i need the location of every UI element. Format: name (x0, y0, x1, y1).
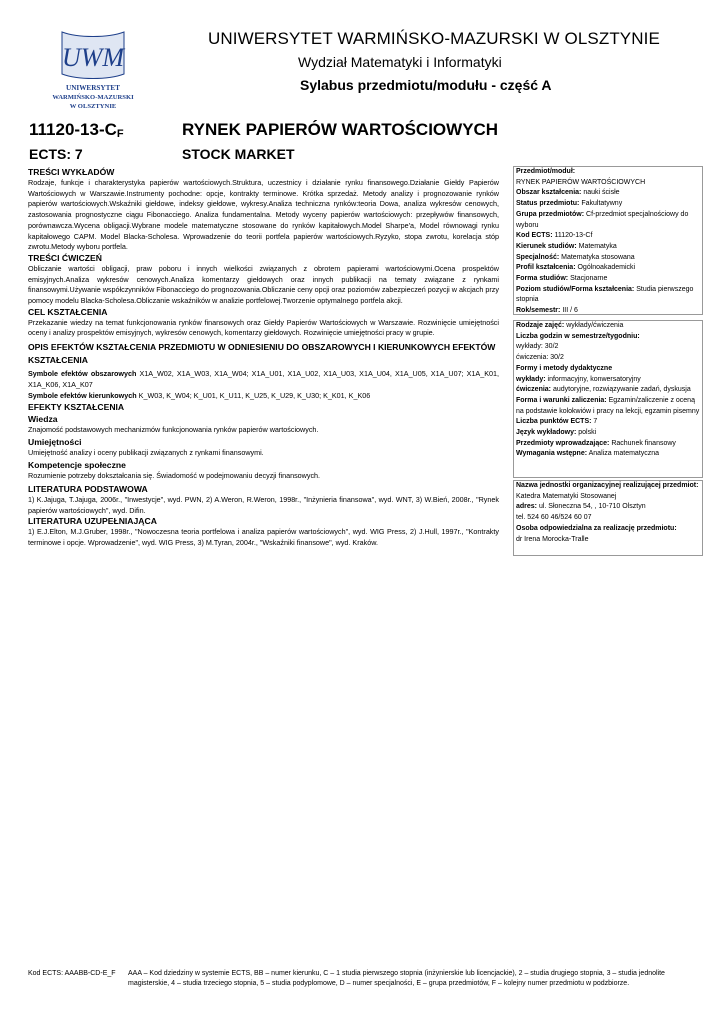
hours-label: Liczba godzin w semestrze/tygodniu: (516, 332, 640, 340)
unit-value: Katedra Matematyki Stosowanej (516, 492, 617, 500)
literature-section (28, 484, 499, 549)
knowledge-text: Znajomość podstawowych mechanizmów funkcjonowania rynków papierów wartościowych. (28, 425, 319, 435)
methods-label: Formy i metody dydaktyczne (516, 364, 613, 372)
profile-label: Profil kształcenia: (516, 264, 576, 272)
module-value: RYNEK PAPIERÓW WARTOŚCIOWYCH (516, 178, 646, 186)
logo-line-2: WARMIŃSKO-MAZURSKI (52, 94, 134, 101)
exercise-methods-label: ćwiczenia: (516, 386, 552, 394)
direction-symbols-label: Symbole efektów kierunkowych (28, 390, 137, 400)
specialty-value: Matematyka stosowana (561, 253, 635, 261)
classes-label: Rodzaje zajęć: (516, 322, 565, 329)
literature-extra-heading: LITERATURA UZUPEŁNIAJĄCA (28, 516, 157, 527)
logo-line-3: W OLSZTYNIE (69, 103, 117, 110)
code-label: Kod ECTS: (516, 232, 553, 240)
skills-heading: Umiejętności (28, 436, 82, 447)
form-value: Stacjonarne (570, 275, 608, 283)
ects-value: 7 (593, 418, 598, 426)
faculty-name: Wydział Matematyki i Informatyki (298, 54, 502, 70)
teaching-info-box (513, 320, 703, 478)
unit-label: Nazwa jednostki organizacyjnej realizującej przedmiot: (516, 482, 699, 489)
person-value: dr Irena Morocka-Tralle (516, 535, 589, 543)
pass-label: Forma i warunki zaliczenia: (516, 396, 607, 404)
course-info-box (513, 166, 703, 315)
requirements-value: Analiza matematyczna (588, 450, 660, 458)
module-label: Przedmiot/moduł: (516, 168, 576, 175)
lectures-heading: TREŚCI WYKŁADÓW (28, 167, 115, 177)
status-value: Fakultatywny (581, 200, 623, 208)
area-symbols (28, 369, 499, 390)
logo-letters: UWM (61, 43, 125, 72)
effects-description-heading: OPIS EFEKTÓW KSZTAŁCENIA PRZEDMIOTU W ODNIESIENIU DO OBSZAROWYCH I KIERUNKOWYCH EFEKTÓW KSZTAŁCENIA (28, 342, 496, 366)
ects-points: ECTS: 7 (29, 146, 83, 162)
lectures-text: Rodzaje, funkcje i charakterystyka papierów wartościowych.Struktura, uczestnicy i działanie rynku finansowego.Działanie Giełdy Papierów Wartościowych w Warszawie.Instrumenty pochodne: opcje, kontrakty terminowe. Krótka sprzedaż. Metody analizy i prognozowanie rynków papierów wartościowych.Wskaźniki giełdowe, indeksy giełdowe, wykresy.Analiza techniczna rynków:teoria Dowa, analiza wykresów cenowych, zastosowania prognostyczne ciągu Fibonacciego. Analiza fundamentalna. Metody wyceny papierów wartościowych: przepływów finansowych, porównawcza.Wycena obligacji.Wybrane modele matematyczne stosowane do rynków kapitałowych.Model Sharpe'a, Model równowagi rynku kapitałowego CAPM. Model Blacka-Scholesa. Wprowadzenie do teorii portfela papierów wartościowych.Ryzyko, stopa zwrotu, korelacja stóp zwrotu.Metody wyboru portfela. (28, 178, 499, 252)
goal-text: Przekazanie wiedzy na temat funkcjonowania rynków finansowych oraz Giełdy Papierów Wartościowych w Warszawie. Rozwinięcie umiejętności oceny i analizy prospektów emisyjnych, wykresów cenowych, komentarzy giełdowych. Rozwinięcie umiejętności pracy w grupie. (28, 317, 499, 338)
year-value: III / 6 (562, 307, 578, 315)
language-value: polski (578, 429, 597, 437)
direction-symbols-value: K_W03, K_W04; K_U01, K_U11, K_U25, K_U29, K_U30; K_K01, K_K06 (138, 390, 371, 400)
footer-code-description: AAA – Kod dziedziny w systemie ECTS, BB – numer kierunku, C – 1 studia pierwszego stopnia (inżynierskie lub licencjackie), 2 – studia drugiego stopnia, 3 – studia jednolite magisterskie, 4 – studia trzeciego stopnia, 5 – studia podyplomowe, D – numer specjalności, E – grupa przedmiotów, F – kolejny numer przedmiotu w podzbiorze. (128, 970, 665, 987)
syllabus-content (28, 167, 499, 481)
university-name: UNIWERSYTET WARMIŃSKO-MAZURSKI W OLSZTYNIE (208, 29, 660, 48)
area-value: nauki ścisłe (583, 189, 620, 197)
subject-title: RYNEK PAPIERÓW WARTOŚCIOWYCH (182, 120, 499, 139)
form-label: Forma studiów: (516, 275, 569, 283)
person-label: Osoba odpowiedzialna za realizację przedmiotu: (516, 524, 677, 532)
exercises-heading: TREŚCI ĆWICZEŃ (28, 252, 102, 263)
area-symbols-value: X1A_W02, X1A_W03, X1A_W04; X1A_U01, X1A_U02, X1A_U03, X1A_U04, X1A_U05, X1A_U07; X1A_K01, X1A_K06, X1A_K07 (28, 369, 499, 389)
literature-extra-text: 1) E.J.Elton, M.J.Gruber, 1998r., "Nowoczesna teoria portfelowa i analiza papierów wartościowych", wyd. WIG Press, 2) J.Hull, 1997r., "Kontrakty terminowe i opcje. Wprowadzenie", wyd. WIG Press, 3) M.Tyran, 2004r., "Wskaźniki finansowe", wyd. Kraków. (28, 527, 499, 548)
lecture-methods-label: wykłady: (516, 375, 546, 383)
syllabus-title: Sylabus przedmiotu/modułu - część A (300, 77, 552, 93)
direction-symbols (28, 391, 499, 402)
phone-value: tel. 524 60 46/524 60 07 (516, 514, 592, 522)
profile-value: Ogólnoakademicki (577, 264, 636, 272)
literature-basic-text: 1) K.Jajuga, T.Jajuga, 2006r., "Inwestycje", wyd. PWN, 2) A.Weron, R.Weron, 1998r., "Inżynieria finansowa", wyd. WNT, 3) W.Bień, 2008r., "Rynek papierów wartościowych", wyd. Difin. (28, 495, 499, 515)
status-label: Status przedmiotu: (516, 200, 580, 208)
classes-value: wykłady/ćwiczenia (566, 322, 624, 329)
group-label: Grupa przedmiotów: (516, 210, 585, 218)
exercise-methods-value: audytoryjne, rozwiązywanie zadań, dyskusja (552, 386, 691, 394)
unit-info-box (513, 480, 703, 556)
goal-heading: CEL KSZTAŁCENIA (28, 306, 108, 317)
logo-line-1: UNIWERSYTET (66, 84, 120, 92)
course-code (29, 120, 124, 140)
year-label: Rok/semestr: (516, 307, 561, 315)
ects-label: Liczba punktów ECTS: (516, 418, 592, 426)
literature-basic-heading: LITERATURA PODSTAWOWA (28, 484, 148, 494)
university-logo (48, 28, 138, 112)
hours-lectures: wykłady: 30/2 (516, 343, 559, 351)
course-code-sub: F (116, 128, 124, 140)
hours-exercises: ćwiczenia: 30/2 (516, 354, 564, 362)
skills-text: Umiejętność analizy i oceny publikacji związanych z rynkami finansowymi. (28, 447, 264, 457)
requirements-label: Wymagania wstępne: (516, 450, 588, 458)
exercises-text: Obliczanie wartości obligacji, praw poboru i innych wielkości związanych z obrotem papierami wartościowymi.Ocena prospektów emisyjnych.Analiza wykresów cenowych.Analiza komentarzy giełdowych oraz innych publikacji na tematy związane z rynkami finansowymi.Używanie współczynników Fibonacciego do prognozowania.Obliczanie ceny opcji oraz poziomów zabezpieczeń pozycji w akcjach przy pomocy modelu Blacka-Scholesa.Obliczanie wskaźników w analizie portfelowej.Tworzenie optymalnego portfela akcji. (28, 263, 499, 306)
field-label: Kierunek studiów: (516, 242, 577, 250)
intro-courses-label: Przedmioty wprowadzające: (516, 439, 610, 447)
specialty-label: Specjalność: (516, 253, 560, 261)
effects-heading: EFEKTY KSZTAŁCENIA (28, 402, 125, 413)
address-label: adres: (516, 503, 538, 511)
level-label: Poziom studiów/Forma kształcenia: (516, 285, 635, 293)
language-label: Język wykładowy: (516, 429, 577, 437)
field-value: Matematyka (578, 242, 617, 250)
address-value: ul. Słoneczna 54, , 10-710 Olsztyn (538, 503, 646, 511)
knowledge-heading: Wiedza (28, 414, 58, 425)
course-code-main: 11120-13-C (29, 120, 117, 139)
lecture-methods-value: informacyjny, konwersatoryjny (547, 375, 641, 383)
intro-courses-value: Rachunek finansowy (611, 439, 676, 447)
group-value: Cf-przedmiot specjalnościowy do wyboru (516, 210, 689, 229)
area-label: Obszar kształcenia: (516, 189, 582, 197)
social-text: Rozumienie potrzeby dokształcania się. Świadomość w podejmowaniu decyzji finansowych. (28, 470, 321, 480)
area-symbols-label: Symbole efektów obszarowych (28, 369, 137, 379)
pass-value: Egzamin/zaliczenie z oceną na podstawie kolokwiów i pracy na lekcji, egzamin pisemny (516, 396, 700, 415)
level-value: Studia pierwszego stopnia (516, 285, 694, 304)
subject-title-en: STOCK MARKET (182, 146, 295, 162)
social-heading: Kompetencje społeczne (28, 459, 126, 470)
footer-code-key: Kod ECTS: AAABB-CD-E_F (28, 970, 116, 977)
code-value: 11120-13-Cf (554, 232, 593, 240)
